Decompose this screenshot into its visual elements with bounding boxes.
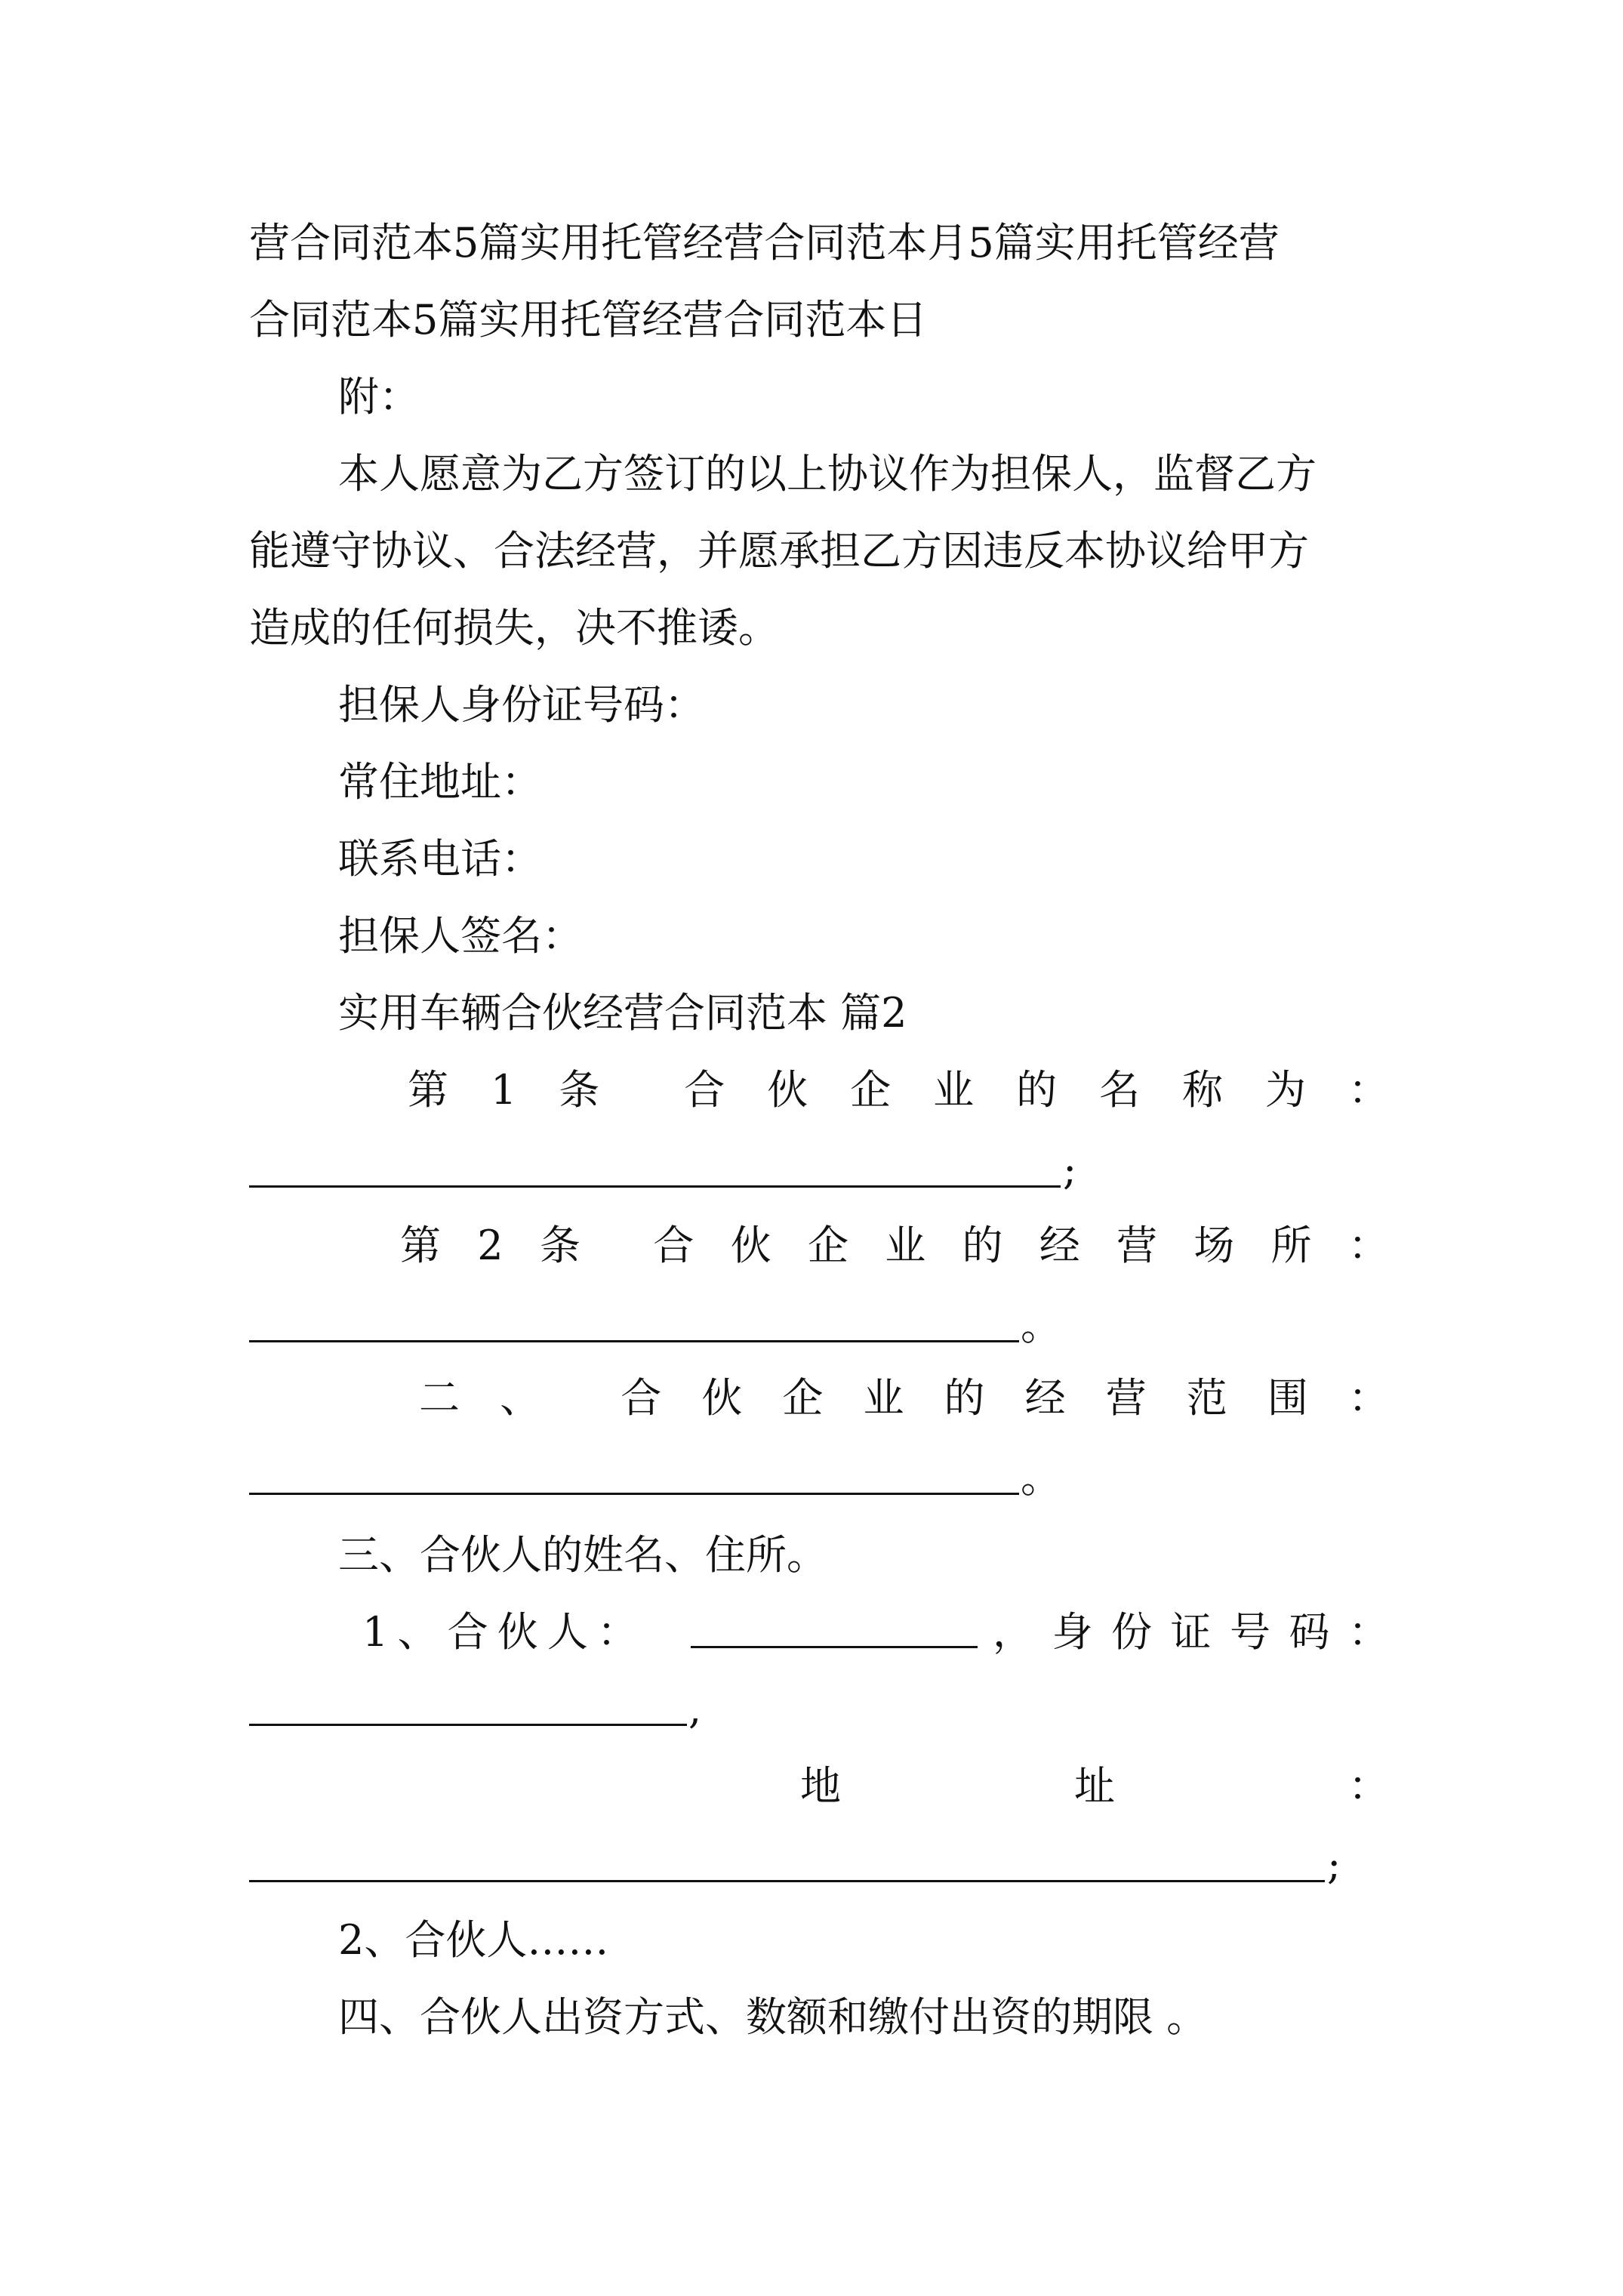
char: ： bbox=[1347, 1066, 1389, 1114]
partner-address-blank bbox=[249, 1880, 1325, 1882]
char: 址 bbox=[1074, 1762, 1115, 1810]
char: 企 bbox=[782, 1374, 824, 1422]
guarantee-paragraph-line-1: 本人愿意为乙方签订的以上协议作为担保人，监督乙方 bbox=[338, 450, 1317, 498]
char: 份 bbox=[1111, 1608, 1152, 1656]
signature-label: 担保人签名： bbox=[338, 912, 583, 960]
char: 为 bbox=[1265, 1066, 1307, 1114]
char: 伙 bbox=[701, 1374, 743, 1422]
char: 企 bbox=[850, 1066, 892, 1114]
period: 。 bbox=[1021, 1454, 1061, 1502]
char: 业 bbox=[885, 1222, 926, 1269]
partner-2-label: 2、合伙人…… bbox=[338, 1916, 609, 1964]
char: 场 bbox=[1193, 1222, 1235, 1269]
char: ： bbox=[596, 1608, 638, 1656]
char: 地 bbox=[800, 1762, 841, 1810]
char: 身 bbox=[1052, 1608, 1093, 1656]
guarantor-id-label: 担保人身份证号码： bbox=[338, 681, 705, 729]
appendix-label: 附： bbox=[338, 373, 420, 421]
char: 的 bbox=[1016, 1066, 1058, 1114]
guarantee-paragraph-line-3: 造成的任何损失，决不推诿。 bbox=[249, 604, 779, 652]
partner-id-blank bbox=[249, 1724, 687, 1726]
address-label: 常住地址： bbox=[338, 758, 542, 806]
semicolon: ; bbox=[1327, 1841, 1341, 1888]
char: 第 bbox=[400, 1222, 441, 1269]
char: 的 bbox=[944, 1374, 985, 1422]
char: 的 bbox=[962, 1222, 1003, 1269]
guarantee-paragraph-line-2: 能遵守协议、合法经营，并愿承担乙方因违反本协议给甲方 bbox=[249, 527, 1309, 575]
char: 经 bbox=[1039, 1222, 1080, 1269]
char: 、 bbox=[500, 1374, 541, 1422]
char: 伙 bbox=[497, 1608, 538, 1656]
char: 经 bbox=[1024, 1374, 1066, 1422]
fill-in-blank bbox=[249, 1340, 1019, 1342]
char: 合 bbox=[621, 1374, 662, 1422]
char: 1 bbox=[362, 1608, 389, 1656]
char: 企 bbox=[807, 1222, 848, 1269]
text-line-1: 营合同范本5篇实用托管经营合同范本月5篇实用托管经营 bbox=[249, 219, 1280, 267]
char: 营 bbox=[1116, 1222, 1158, 1269]
char: 第 bbox=[408, 1066, 448, 1114]
article-1-label bbox=[408, 1060, 1389, 1120]
char: 二 bbox=[419, 1374, 460, 1422]
char: 伙 bbox=[767, 1066, 808, 1114]
char: 2 bbox=[477, 1222, 504, 1269]
contribution-section-title: 四、合伙人出资方式、数额和缴付出资的期限 。 bbox=[338, 1993, 1208, 2041]
char: 营 bbox=[1105, 1374, 1147, 1422]
partners-section-title: 三、合伙人的姓名、住所。 bbox=[338, 1531, 827, 1579]
char: ， bbox=[993, 1608, 1033, 1656]
char: 伙 bbox=[730, 1222, 771, 1269]
fill-in-blank bbox=[249, 1493, 1019, 1495]
partner-1-id-label bbox=[993, 1602, 1389, 1663]
char: 码 bbox=[1289, 1608, 1330, 1656]
char: 围 bbox=[1267, 1374, 1308, 1422]
char: 范 bbox=[1186, 1374, 1227, 1422]
char: ： bbox=[1348, 1762, 1389, 1810]
char: 条 bbox=[559, 1066, 600, 1114]
business-scope-label bbox=[419, 1368, 1389, 1428]
char: ： bbox=[1348, 1608, 1389, 1656]
char: 合 bbox=[684, 1066, 725, 1114]
partner-1-label bbox=[362, 1602, 638, 1663]
char: 所 bbox=[1270, 1222, 1312, 1269]
char: 合 bbox=[447, 1608, 488, 1656]
phone-label: 联系电话： bbox=[338, 835, 542, 883]
char: ： bbox=[1347, 1374, 1389, 1422]
partner-name-blank bbox=[691, 1646, 978, 1648]
char: 号 bbox=[1230, 1608, 1270, 1656]
char: 、 bbox=[397, 1608, 439, 1656]
char: 合 bbox=[653, 1222, 694, 1269]
char: 名 bbox=[1099, 1066, 1141, 1114]
text-line-2: 合同范本5篇实用托管经营合同范本日 bbox=[249, 296, 928, 344]
char: 业 bbox=[863, 1374, 904, 1422]
comma: , bbox=[688, 1685, 702, 1733]
char: 证 bbox=[1170, 1608, 1212, 1656]
char: 称 bbox=[1182, 1066, 1224, 1114]
section-title-2: 实用车辆合伙经营合同范本 篇2 bbox=[338, 989, 907, 1037]
partner-address-label bbox=[800, 1756, 1389, 1817]
char: 1 bbox=[490, 1066, 517, 1114]
fill-in-blank bbox=[249, 1185, 1061, 1188]
char: 业 bbox=[933, 1066, 975, 1114]
char: ： bbox=[1347, 1222, 1389, 1269]
semicolon: ; bbox=[1063, 1146, 1077, 1194]
period: 。 bbox=[1021, 1302, 1061, 1349]
char: 人 bbox=[547, 1608, 588, 1656]
article-2-label bbox=[400, 1216, 1389, 1276]
char: 条 bbox=[539, 1222, 581, 1269]
